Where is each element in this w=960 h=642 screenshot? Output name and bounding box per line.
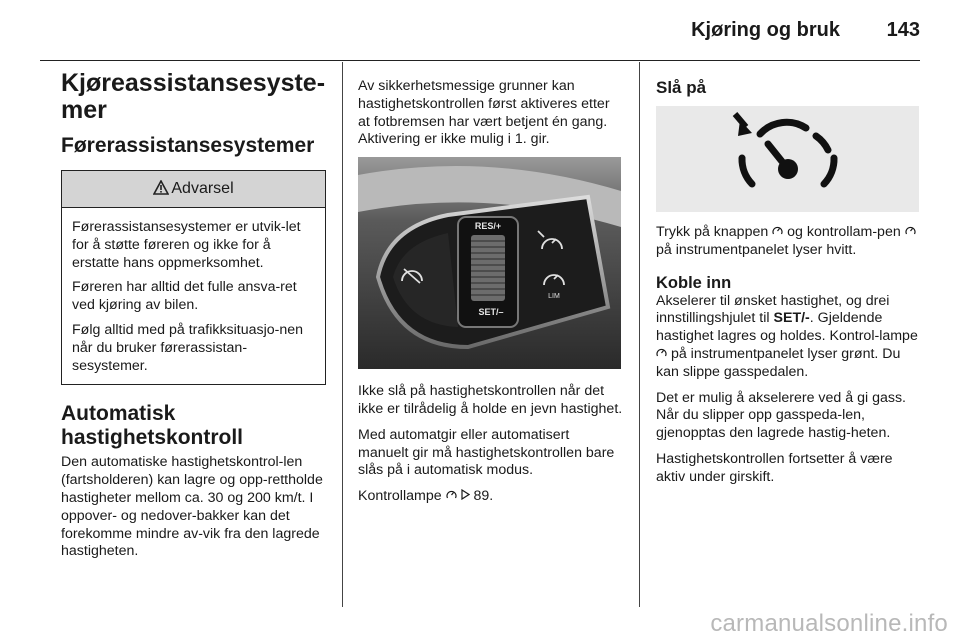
page-reference[interactable]: 89.	[473, 488, 494, 505]
body-paragraph	[656, 293, 921, 382]
page-number: 143	[886, 19, 920, 41]
warning-title: Advarsel	[171, 180, 234, 197]
subsection-heading: Automatisk hastighetskontroll	[61, 402, 244, 450]
column-3	[656, 78, 921, 495]
warning-header	[62, 171, 325, 208]
body-text: Kontrollampe	[358, 488, 442, 505]
cruise-control-icon	[656, 106, 919, 212]
watermark: carmanualsonline.info	[710, 610, 948, 637]
body-paragraph	[358, 488, 623, 506]
warning-body	[62, 208, 325, 384]
chapter-heading: Kjøreassistansesyste-mer	[61, 69, 326, 124]
body-paragraph: Av sikkerhetsmessige grunner kan hastighetskontrollen først aktiveres etter at fotbremsen har vært betjent én gang. Aktivering er ikke mulig i 1. gir.	[358, 78, 610, 148]
running-header: Kjøring og bruk	[691, 19, 840, 41]
steering-wheel-controls-photo	[358, 157, 621, 369]
column-1	[61, 70, 326, 569]
body-paragraph: Den automatiske hastighetskontrol-len (fartsholderen) kan lagre og opp-rettholde hastigheter mellom ca. 30 og 200 km/t. I oppover- og nedover-bakker kan det forekomme mindre av-vik fra den lagrede hastigheten.	[61, 454, 323, 560]
body-text: Akselerer til ønsket hastighet, og drei innstillingshjulet til	[656, 292, 890, 327]
body-text: Trykk på knappen	[656, 224, 769, 240]
cruise-control-icon	[905, 224, 916, 242]
body-paragraph: Hastighetskontrollen fortsetter å være aktiv under girskift.	[656, 450, 893, 485]
cruise-control-icon	[772, 224, 783, 242]
header-rule	[40, 60, 920, 61]
column-divider	[639, 62, 640, 607]
body-paragraph	[656, 224, 921, 260]
body-paragraph: Det er mulig å akselerere ved å gi gass. Når du slipper opp gasspeda-len, gjenopptas den lagrede hastig-heten.	[656, 389, 906, 442]
res-label: RES/+	[474, 221, 502, 232]
set-label: SET/-	[773, 310, 810, 327]
page-reference-icon	[461, 488, 470, 506]
warning-paragraph: Førerassistansesystemer er utvik-let for å støtte føreren og ikke for å erstatte hans oppmerksomhet.	[72, 219, 301, 271]
cruise-control-icon	[446, 488, 457, 506]
cruise-control-symbol-box	[656, 106, 919, 212]
section-heading: Førerassistansesystemer	[61, 134, 315, 157]
cruise-control-icon	[656, 346, 667, 364]
warning-box	[61, 170, 326, 385]
body-text: på instrumentpanelet lyser hvitt.	[656, 241, 857, 258]
warning-paragraph: Følg alltid med på trafikksituasjo-nen når du bruker førerassistan-sesystemer.	[72, 321, 304, 374]
subsection-heading: Slå på	[656, 78, 707, 97]
column-2	[358, 78, 623, 514]
warning-triangle-icon	[153, 173, 169, 209]
warning-paragraph: Føreren har alltid det fulle ansva-ret ved kjøring av bilen.	[72, 279, 297, 314]
subsection-heading: Koble inn	[656, 273, 732, 292]
body-paragraph: Ikke slå på hastighetskontrollen når det ikke er tilrådelig å holde en jevn hastighet.	[358, 383, 623, 417]
lim-label: LIM	[548, 293, 560, 301]
body-paragraph: Med automatgir eller automatisert manuelt gir må hastighetskontrollen bare slås på i automatisk modus.	[358, 426, 615, 479]
column-divider	[342, 62, 343, 607]
body-text: . Gjeldende hastighet lagres og holdes. Kontrol-lampe	[656, 310, 918, 345]
body-text: og kontrollam-pen	[787, 224, 901, 240]
body-text: på instrumentpanelet lyser grønt. Du kan slippe gasspedalen.	[656, 345, 901, 380]
set-label: SET/–	[478, 307, 504, 318]
